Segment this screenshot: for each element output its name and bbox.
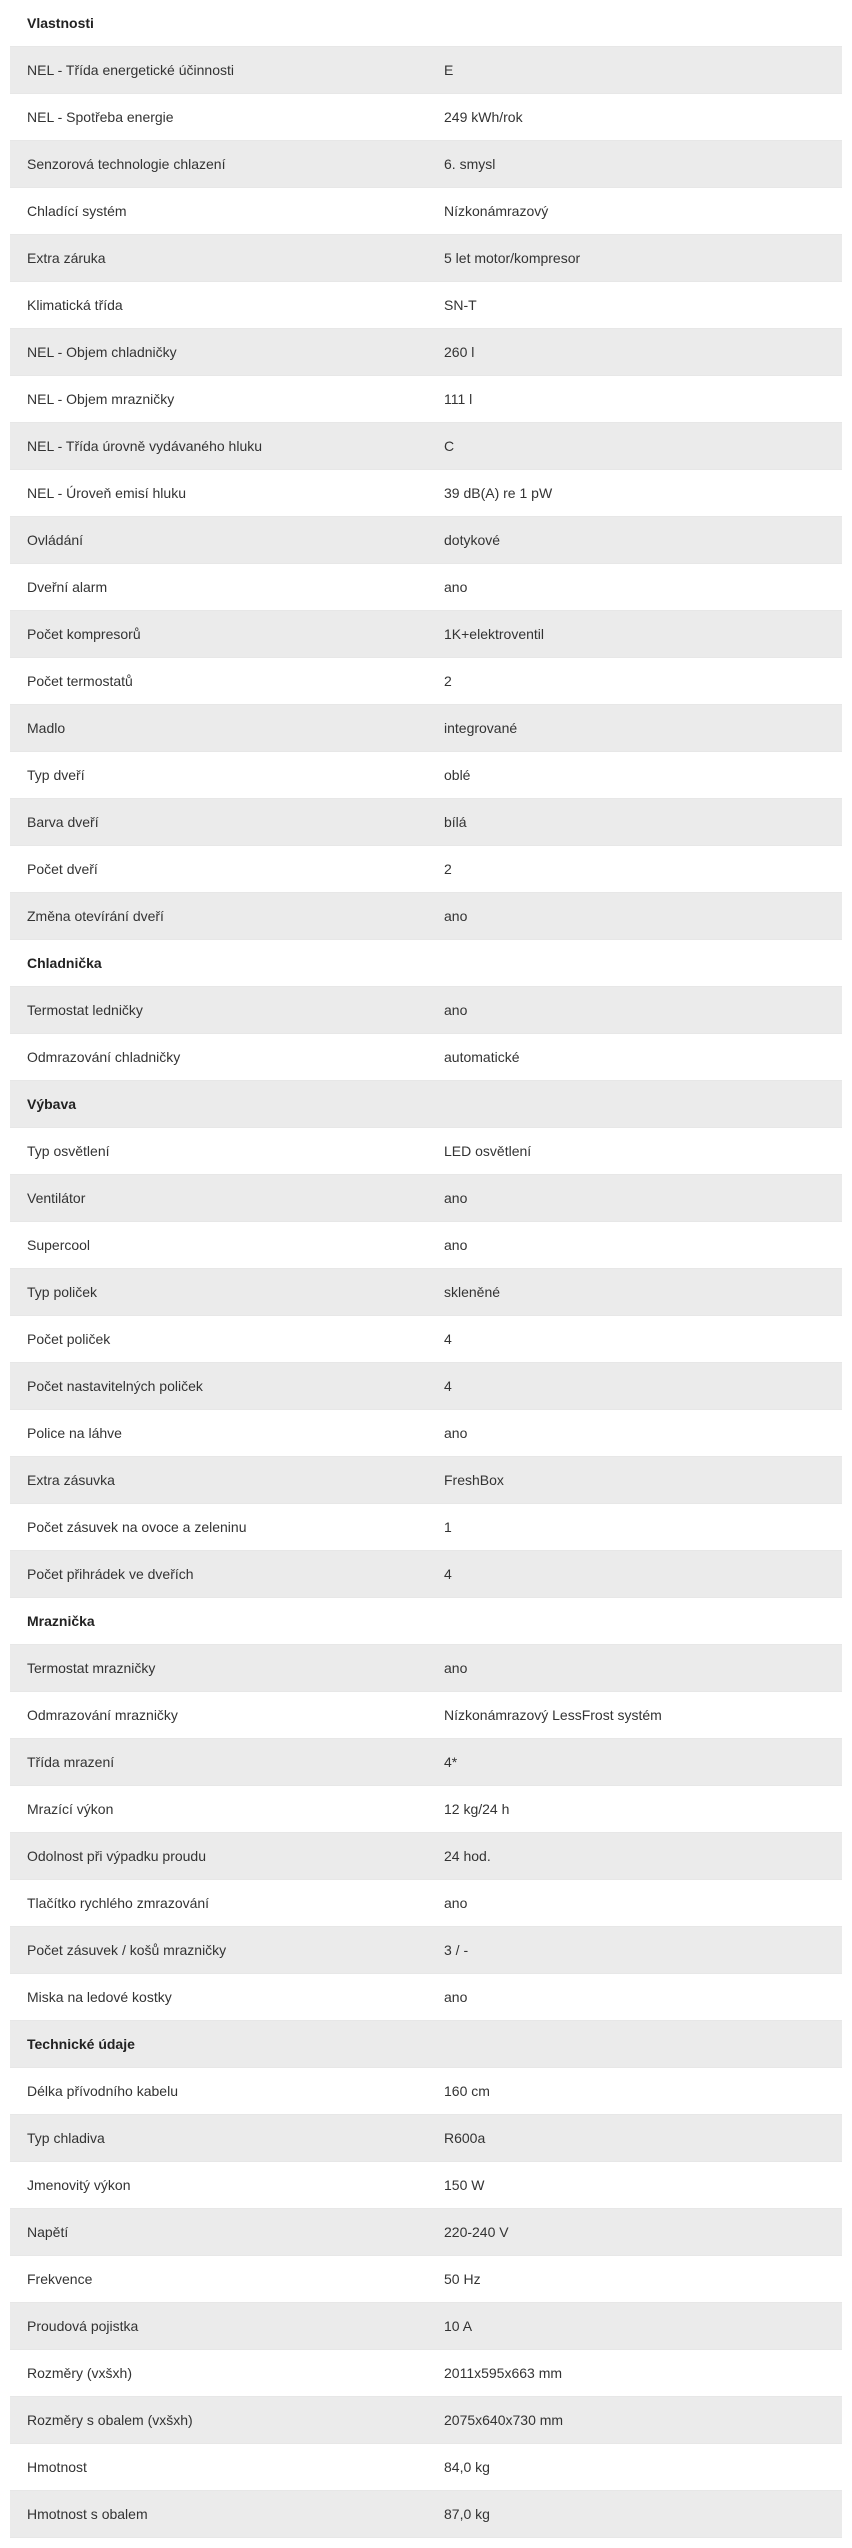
spec-value: 87,0 kg bbox=[444, 2506, 490, 2522]
spec-label: NEL - Objem mrazničky bbox=[27, 391, 175, 407]
spec-value: 5 let motor/kompresor bbox=[444, 250, 581, 266]
spec-value: Nízkonámrazový bbox=[444, 203, 549, 219]
section-title: Chladnička bbox=[27, 955, 102, 971]
spec-value: Nízkonámrazový LessFrost systém bbox=[444, 1707, 662, 1723]
spec-label: Počet zásuvek na ovoce a zeleninu bbox=[27, 1519, 247, 1535]
spec-value: 10 A bbox=[444, 2318, 473, 2334]
spec-value: R600a bbox=[444, 2130, 486, 2146]
spec-label: Třída mrazení bbox=[27, 1754, 115, 1770]
spec-value: FreshBox bbox=[444, 1472, 504, 1488]
spec-value: ano bbox=[444, 1989, 468, 2005]
spec-label: Police na láhve bbox=[27, 1425, 122, 1441]
spec-label: Miska na ledové kostky bbox=[27, 1989, 172, 2005]
spec-row bbox=[10, 1363, 842, 1410]
spec-value: LED osvětlení bbox=[444, 1143, 532, 1159]
spec-value: 220-240 V bbox=[444, 2224, 509, 2240]
spec-value: automatické bbox=[444, 1049, 520, 1065]
spec-row bbox=[10, 517, 842, 564]
spec-label: Odmrazování mrazničky bbox=[27, 1707, 178, 1723]
spec-value: ano bbox=[444, 1190, 468, 1206]
spec-label: Typ dveří bbox=[27, 767, 85, 783]
spec-value: ano bbox=[444, 908, 468, 924]
spec-row bbox=[10, 1927, 842, 1974]
spec-row bbox=[10, 752, 842, 799]
spec-row bbox=[10, 2209, 842, 2256]
spec-value: 50 Hz bbox=[444, 2271, 481, 2287]
spec-row bbox=[10, 564, 842, 611]
spec-value: 4* bbox=[444, 1754, 458, 1770]
section-title: Vlastnosti bbox=[27, 15, 94, 31]
section-title: Výbava bbox=[27, 1096, 77, 1112]
spec-row bbox=[10, 1880, 842, 1927]
spec-value: ano bbox=[444, 1425, 468, 1441]
spec-value: 1 bbox=[444, 1519, 452, 1535]
spec-label: Chladící systém bbox=[27, 203, 127, 219]
spec-row bbox=[10, 2068, 842, 2115]
spec-row bbox=[10, 2115, 842, 2162]
spec-value: 24 hod. bbox=[444, 1848, 491, 1864]
spec-label: Typ osvětlení bbox=[27, 1143, 110, 1159]
spec-label: Dveřní alarm bbox=[27, 579, 108, 595]
spec-value: E bbox=[444, 62, 454, 78]
spec-row bbox=[10, 1457, 842, 1504]
spec-label: Počet nastavitelných poliček bbox=[27, 1378, 203, 1394]
spec-value: 6. smysl bbox=[444, 156, 496, 172]
spec-row bbox=[10, 141, 842, 188]
spec-label: Počet kompresorů bbox=[27, 626, 141, 642]
spec-row bbox=[10, 235, 842, 282]
spec-row bbox=[10, 1692, 842, 1739]
spec-row bbox=[10, 1551, 842, 1598]
spec-label: Počet termostatů bbox=[27, 673, 133, 689]
spec-value: 1K+elektroventil bbox=[444, 626, 545, 642]
spec-value: 39 dB(A) re 1 pW bbox=[444, 485, 553, 501]
spec-row bbox=[10, 2397, 842, 2444]
spec-row bbox=[10, 705, 842, 752]
spec-label: Proudová pojistka bbox=[27, 2318, 139, 2334]
spec-label: Počet dveří bbox=[27, 861, 98, 877]
spec-label: Madlo bbox=[27, 720, 66, 736]
spec-row bbox=[10, 2162, 842, 2209]
spec-row bbox=[10, 799, 842, 846]
spec-label: Hmotnost s obalem bbox=[27, 2506, 148, 2522]
spec-label: Tlačítko rychlého zmrazování bbox=[27, 1895, 210, 1911]
spec-label: NEL - Objem chladničky bbox=[27, 344, 177, 360]
spec-label: Termostat mrazničky bbox=[27, 1660, 156, 1676]
spec-row bbox=[10, 423, 842, 470]
spec-row bbox=[10, 2444, 842, 2491]
spec-value: 111 l bbox=[444, 391, 473, 407]
spec-row bbox=[10, 2350, 842, 2397]
spec-label: Počet přihrádek ve dveřích bbox=[27, 1566, 194, 1582]
spec-row bbox=[10, 893, 842, 940]
spec-row bbox=[10, 282, 842, 329]
section-title: Mraznička bbox=[27, 1613, 95, 1629]
spec-label: Rozměry s obalem (vxšxh) bbox=[27, 2412, 193, 2428]
spec-row bbox=[10, 2303, 842, 2350]
spec-label: Frekvence bbox=[27, 2271, 93, 2287]
spec-row bbox=[10, 1175, 842, 1222]
spec-row bbox=[10, 2491, 842, 2538]
spec-label: Mrazící výkon bbox=[27, 1801, 114, 1817]
spec-value: 4 bbox=[444, 1566, 452, 1582]
spec-value: 260 l bbox=[444, 344, 475, 360]
spec-row bbox=[10, 846, 842, 893]
spec-row bbox=[10, 1128, 842, 1175]
spec-label: NEL - Úroveň emisí hluku bbox=[27, 485, 186, 501]
spec-label: Senzorová technologie chlazení bbox=[27, 156, 226, 172]
spec-value: 84,0 kg bbox=[444, 2459, 490, 2475]
spec-row bbox=[10, 2256, 842, 2303]
section-header bbox=[10, 2021, 842, 2068]
spec-row bbox=[10, 1269, 842, 1316]
spec-row bbox=[10, 470, 842, 517]
spec-value: ano bbox=[444, 1895, 468, 1911]
spec-value: 150 W bbox=[444, 2177, 485, 2193]
spec-label: Napětí bbox=[27, 2224, 69, 2240]
spec-row bbox=[10, 1316, 842, 1363]
spec-row bbox=[10, 1786, 842, 1833]
spec-row bbox=[10, 658, 842, 705]
spec-row bbox=[10, 987, 842, 1034]
spec-value: 2075x640x730 mm bbox=[444, 2412, 564, 2428]
spec-row bbox=[10, 1645, 842, 1692]
spec-row bbox=[10, 329, 842, 376]
spec-value: 2011x595x663 mm bbox=[444, 2365, 563, 2381]
spec-label: NEL - Třída energetické účinnosti bbox=[27, 62, 234, 78]
spec-row bbox=[10, 47, 842, 94]
spec-value: integrované bbox=[444, 720, 518, 736]
spec-row bbox=[10, 1222, 842, 1269]
spec-row bbox=[10, 611, 842, 658]
spec-label: Termostat ledničky bbox=[27, 1002, 143, 1018]
section-header bbox=[10, 940, 842, 987]
spec-label: Počet zásuvek / košů mrazničky bbox=[27, 1942, 227, 1958]
spec-label: Rozměry (vxšxh) bbox=[27, 2365, 133, 2381]
spec-label: Typ chladiva bbox=[27, 2130, 105, 2146]
spec-value: bílá bbox=[444, 814, 467, 830]
spec-row bbox=[10, 1410, 842, 1457]
spec-label: Odolnost při výpadku proudu bbox=[27, 1848, 206, 1864]
spec-row bbox=[10, 1504, 842, 1551]
spec-label: NEL - Spotřeba energie bbox=[27, 109, 174, 125]
spec-label: NEL - Třída úrovně vydávaného hluku bbox=[27, 438, 263, 454]
spec-value: ano bbox=[444, 1002, 468, 1018]
spec-value: oblé bbox=[444, 767, 471, 783]
spec-label: Jmenovitý výkon bbox=[27, 2177, 131, 2193]
spec-value: 3 / - bbox=[444, 1942, 469, 1958]
section-header bbox=[10, 1598, 842, 1645]
section-header bbox=[10, 0, 842, 47]
spec-value: ano bbox=[444, 1660, 468, 1676]
spec-label: Extra zásuvka bbox=[27, 1472, 115, 1488]
spec-value: C bbox=[444, 438, 455, 454]
spec-label: Barva dveří bbox=[27, 814, 99, 830]
spec-row bbox=[10, 1034, 842, 1081]
spec-value: 12 kg/24 h bbox=[444, 1801, 510, 1817]
spec-value: 249 kWh/rok bbox=[444, 109, 523, 125]
spec-value: 2 bbox=[444, 673, 452, 689]
spec-value: ano bbox=[444, 1237, 468, 1253]
spec-value: skleněné bbox=[444, 1284, 501, 1300]
spec-label: Extra záruka bbox=[27, 250, 106, 266]
spec-value: 160 cm bbox=[444, 2083, 490, 2099]
spec-table bbox=[10, 0, 842, 2538]
section-header bbox=[10, 1081, 842, 1128]
spec-label: Typ poliček bbox=[27, 1284, 98, 1300]
section-title: Technické údaje bbox=[27, 2036, 135, 2052]
spec-label: Ovládání bbox=[27, 532, 84, 548]
spec-row bbox=[10, 188, 842, 235]
spec-value: SN-T bbox=[444, 297, 477, 313]
spec-label: Změna otevírání dveří bbox=[27, 908, 164, 924]
spec-value: dotykové bbox=[444, 532, 501, 548]
spec-row bbox=[10, 1833, 842, 1880]
spec-row bbox=[10, 94, 842, 141]
spec-value: 4 bbox=[444, 1378, 452, 1394]
spec-row bbox=[10, 1739, 842, 1786]
spec-label: Odmrazování chladničky bbox=[27, 1049, 181, 1065]
spec-row bbox=[10, 376, 842, 423]
spec-row bbox=[10, 1974, 842, 2021]
spec-value: 2 bbox=[444, 861, 452, 877]
spec-label: Hmotnost bbox=[27, 2459, 87, 2475]
spec-label: Klimatická třída bbox=[27, 297, 123, 313]
spec-label: Počet poliček bbox=[27, 1331, 111, 1347]
spec-value: 4 bbox=[444, 1331, 452, 1347]
spec-value: ano bbox=[444, 579, 468, 595]
spec-label: Délka přívodního kabelu bbox=[27, 2083, 178, 2099]
spec-label: Supercool bbox=[27, 1237, 91, 1253]
spec-label: Ventilátor bbox=[27, 1190, 86, 1206]
